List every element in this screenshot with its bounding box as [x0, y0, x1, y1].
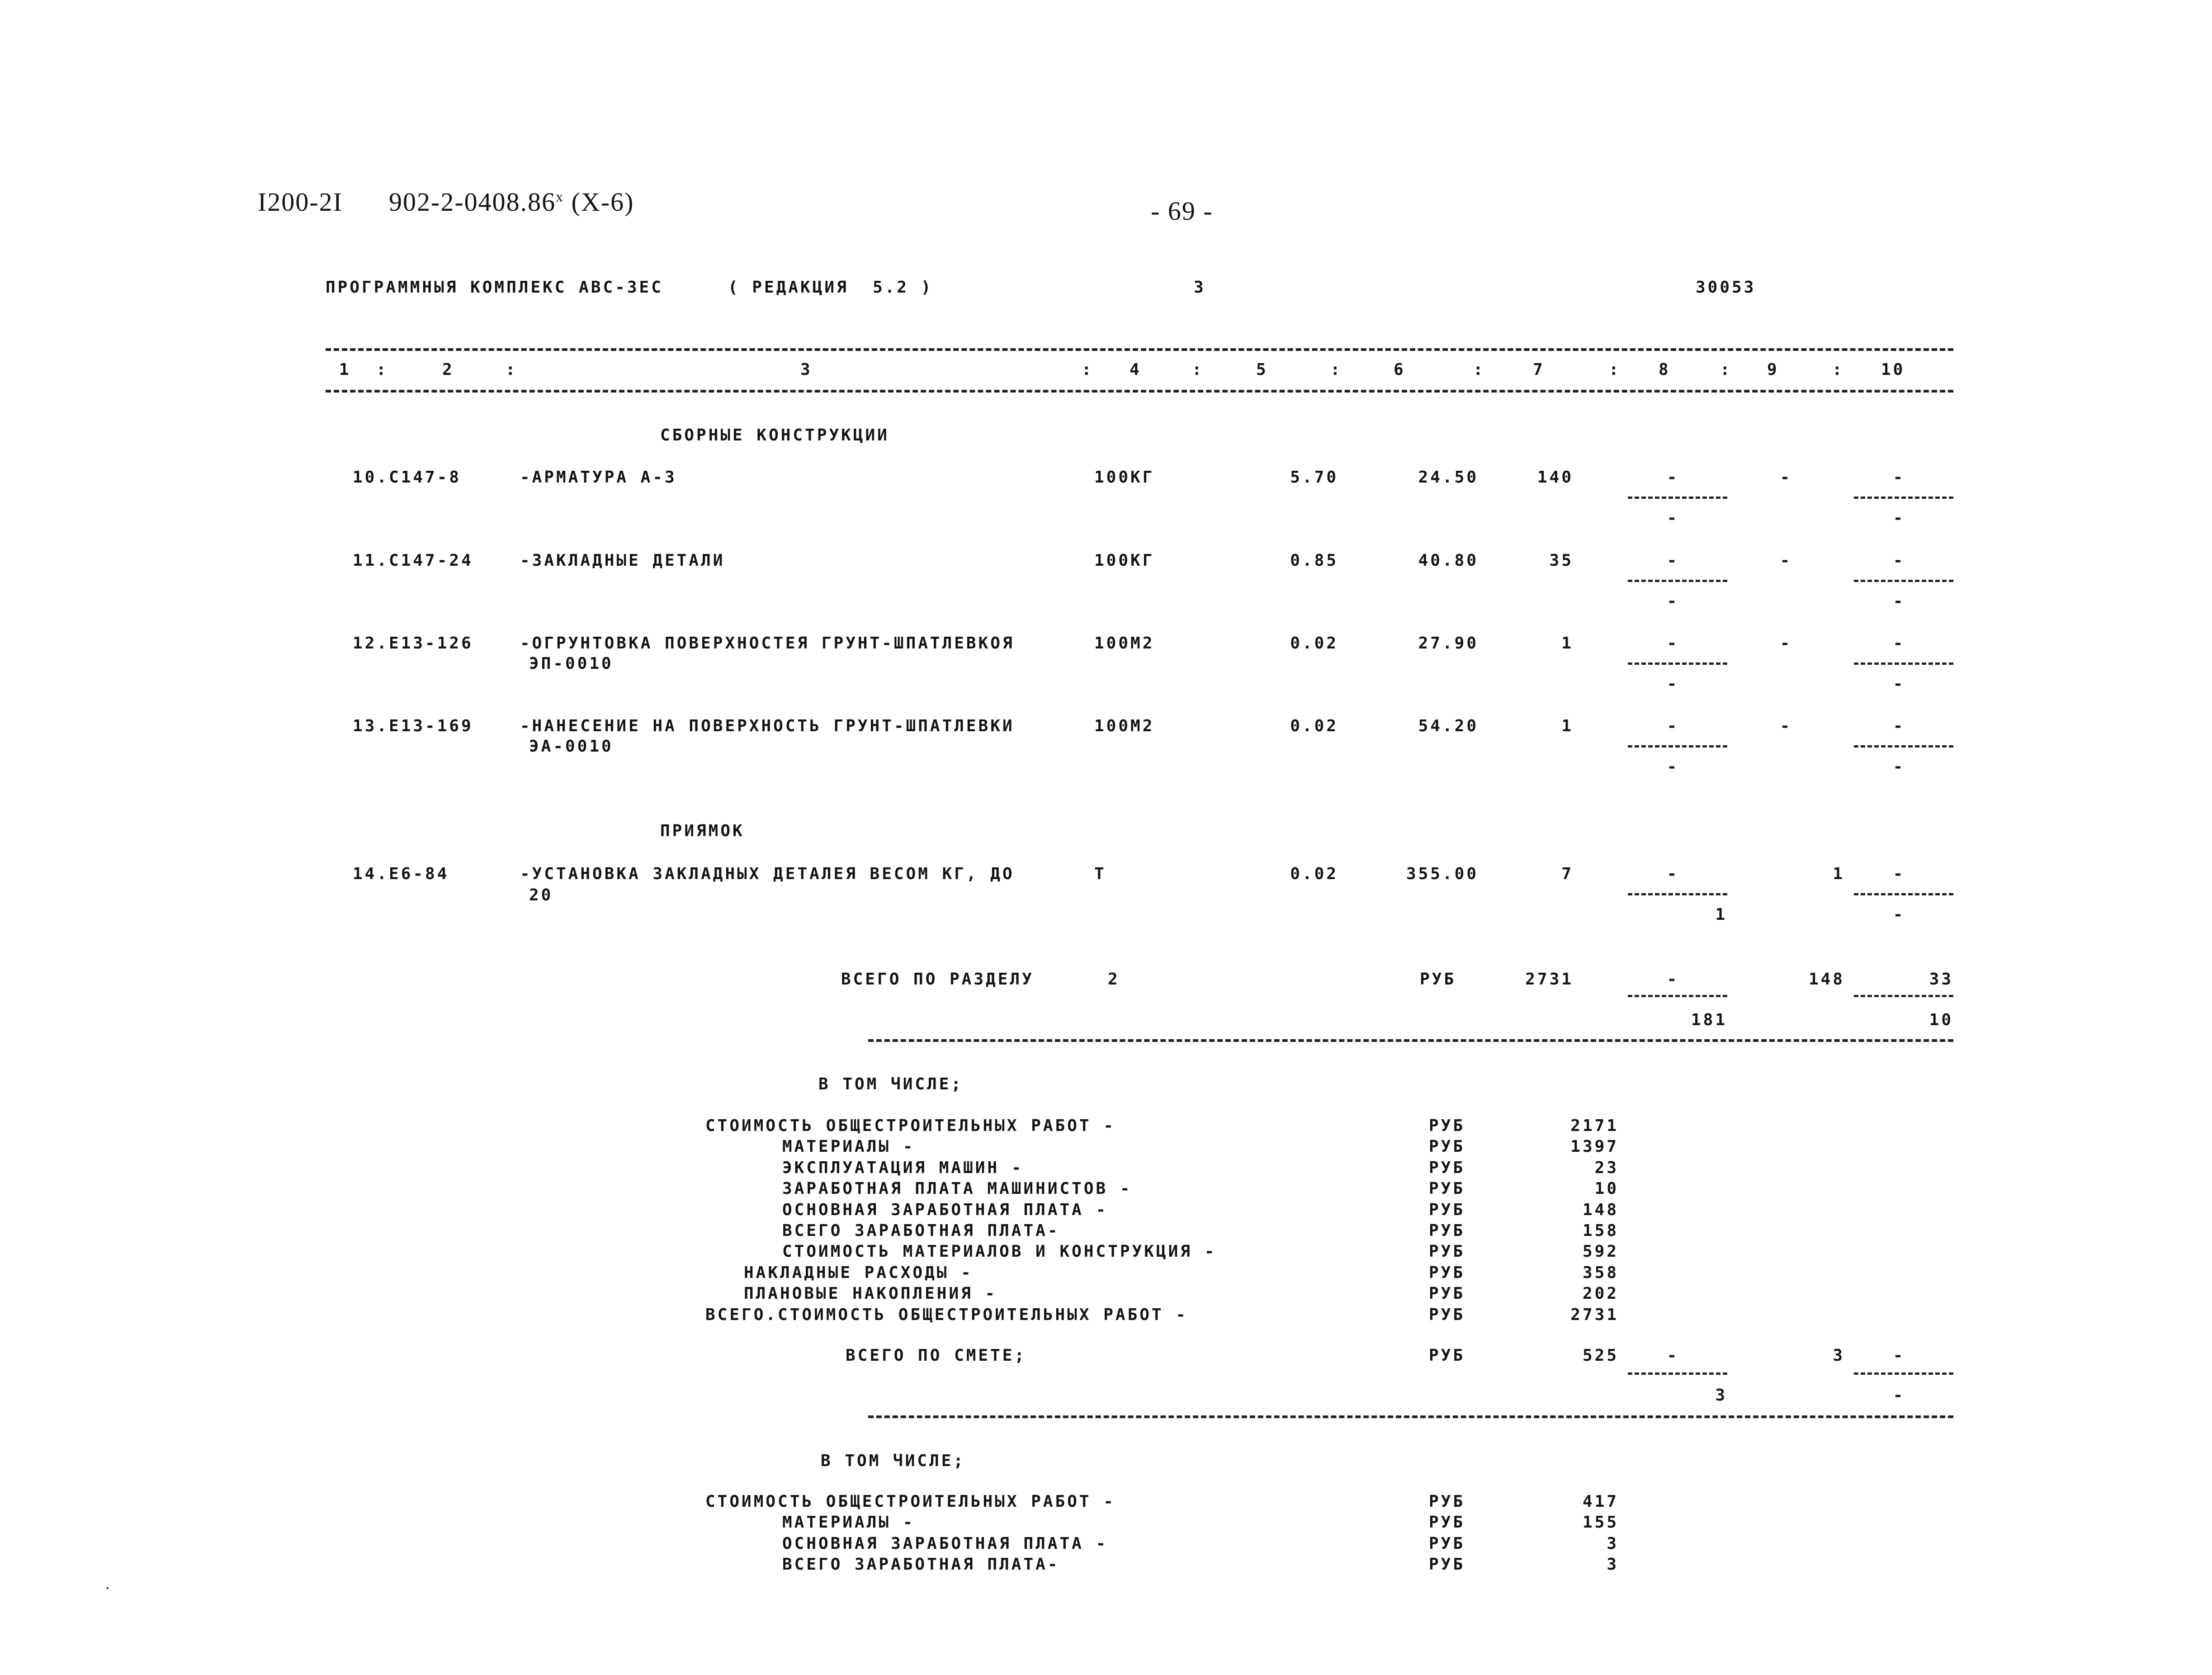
estimate-total-unit: РУБ [1429, 1346, 1465, 1365]
breakdown-label: СТОИМОСТЬ МАТЕРИАЛОВ И КОНСТРУКЦИЯ - [782, 1242, 1217, 1261]
estimate-total-col8-bottom: 3 [1715, 1386, 1727, 1405]
breakdown-label: ЭКСПЛУАТАЦИЯ МАШИН - [782, 1159, 1024, 1177]
col-sep: : [1832, 360, 1844, 379]
row-code: 12.Е13-126 [353, 634, 473, 653]
col8-fraction-rule [1628, 995, 1727, 997]
breakdown-unit: РУБ [1429, 1555, 1465, 1574]
col-head: 9 [1767, 360, 1779, 379]
col-sep: : [1609, 360, 1621, 379]
including-label: В ТОМ ЧИСЛЕ; [821, 1452, 966, 1470]
breakdown-value: 155 [1582, 1513, 1619, 1532]
row-col9: - [1780, 468, 1792, 487]
col-sep: : [1192, 360, 1204, 379]
col-sep: : [1082, 360, 1094, 379]
row-col8-bottom: - [1667, 592, 1679, 610]
estimate-total-col10-bottom: - [1893, 1386, 1905, 1405]
row-col8-top: - [1667, 468, 1679, 487]
col-sep: : [376, 360, 388, 379]
header-top-rule [326, 348, 1953, 351]
project-code-number: 902-2-0408.86 [389, 187, 556, 217]
project-code-mark: x [556, 188, 564, 205]
row-col8-bottom: 1 [1715, 905, 1727, 924]
col-sep: : [1473, 360, 1485, 379]
row-price: 27.90 [1418, 634, 1479, 653]
breakdown-unit: РУБ [1429, 1306, 1465, 1324]
col10-fraction-rule [1854, 893, 1953, 895]
estimate-total-col10-top: - [1893, 1346, 1905, 1365]
breakdown-unit: РУБ [1429, 1117, 1465, 1135]
row-name-cont: 20 [529, 886, 553, 904]
row-code: 14.Е6-84 [353, 865, 449, 883]
program-title: ПРОГРАММНЫЯ КОМПЛЕКС АВС-ЗЕС [326, 278, 663, 297]
row-col10-bottom: - [1893, 757, 1905, 776]
row-unit: 100М2 [1094, 717, 1155, 735]
section-total-col8-bottom: 181 [1691, 1011, 1727, 1029]
breakdown-value: 10 [1594, 1179, 1619, 1198]
row-name: -ОГРУНТОВКА ПОВЕРХНОСТЕЯ ГРУНТ-ШПАТЛЕВКОЯ [520, 634, 1015, 653]
row-total: 1 [1561, 634, 1574, 653]
breakdown-label: НАКЛАДНЫЕ РАСХОДЫ - [744, 1263, 973, 1282]
breakdown-label: ВСЕГО ЗАРАБОТНАЯ ПЛАТА- [782, 1555, 1060, 1574]
breakdown-value: 23 [1594, 1159, 1619, 1177]
breakdown-value: 3 [1607, 1555, 1619, 1574]
section-total-col8-top: - [1667, 970, 1679, 989]
row-col10-bottom: - [1893, 675, 1905, 693]
col-sep: : [1330, 360, 1342, 379]
row-price: 355.00 [1406, 865, 1479, 883]
breakdown-value: 592 [1582, 1242, 1619, 1261]
row-col10-top: - [1893, 551, 1905, 570]
col10-fraction-rule [1854, 1372, 1953, 1375]
row-price: 24.50 [1418, 468, 1479, 487]
breakdown-unit: РУБ [1429, 1179, 1465, 1198]
row-total: 7 [1561, 865, 1574, 883]
row-col9: - [1780, 717, 1792, 735]
col8-fraction-rule [1628, 745, 1727, 748]
row-name: -НАНЕСЕНИЕ НА ПОВЕРХНОСТЬ ГРУНТ-ШПАТЛЕВКИ [520, 717, 1015, 735]
estimate-total-label: ВСЕГО ПО СМЕТЕ; [846, 1346, 1027, 1365]
col8-fraction-rule [1628, 1372, 1727, 1375]
breakdown-label: ВСЕГО.СТОИМОСТЬ ОБЩЕСТРОИТЕЛЬНЫХ РАБОТ - [705, 1306, 1188, 1324]
col10-fraction-rule [1854, 497, 1953, 499]
row-col8-top: - [1667, 865, 1679, 883]
row-col10-bottom: - [1893, 509, 1905, 527]
breakdown-unit: РУБ [1429, 1492, 1465, 1511]
estimate-total-amount: 525 [1582, 1346, 1619, 1365]
section-total-col10-bottom: 10 [1929, 1011, 1953, 1029]
breakdown-label: СТОИМОСТЬ ОБЩЕСТРОИТЕЛЬНЫХ РАБОТ - [705, 1117, 1115, 1135]
breakdown-label: ВСЕГО ЗАРАБОТНАЯ ПЛАТА- [782, 1221, 1060, 1240]
row-total: 1 [1561, 717, 1574, 735]
col-head: 3 [800, 360, 813, 379]
section-title-prefab: СБОРНЫЕ КОНСТРУКЦИИ [660, 426, 889, 445]
row-name-cont: ЭА-0010 [529, 737, 614, 756]
row-unit: Т [1094, 865, 1106, 883]
col-head: 6 [1394, 360, 1406, 379]
col-sep: : [506, 360, 518, 379]
row-unit: 100М2 [1094, 634, 1155, 653]
program-number: 3 [1194, 278, 1206, 297]
col-head: 1 [339, 360, 351, 379]
row-name: -АРМАТУРА А-3 [520, 468, 677, 487]
project-code [389, 189, 634, 215]
breakdown-value: 3 [1607, 1534, 1619, 1553]
row-name-cont: ЭП-0010 [529, 654, 614, 673]
breakdown-unit: РУБ [1429, 1242, 1465, 1261]
row-col10-bottom: - [1893, 592, 1905, 610]
col-head: 7 [1533, 360, 1545, 379]
breakdown-unit: РУБ [1429, 1159, 1465, 1177]
row-col9: 1 [1833, 865, 1845, 883]
row-col8-top: - [1667, 551, 1679, 570]
row-col8-bottom: - [1667, 509, 1679, 527]
page-number: - 69 - [1151, 196, 1213, 226]
row-col10-top: - [1893, 717, 1905, 735]
row-col8-top: - [1667, 717, 1679, 735]
row-col8-bottom: - [1667, 675, 1679, 693]
row-name: -УСТАНОВКА ЗАКЛАДНЫХ ДЕТАЛЕЯ ВЕСОМ КГ, ДО [520, 865, 1015, 883]
section-title-pit: ПРИЯМОК [660, 822, 745, 840]
section-total-unit: РУБ [1420, 970, 1456, 989]
estimate-total-rule [868, 1415, 1953, 1418]
col-sep: : [1720, 360, 1732, 379]
section-total-col9: 148 [1808, 970, 1845, 989]
row-name: -ЗАКЛАДНЫЕ ДЕТАЛИ [520, 551, 725, 570]
col8-fraction-rule [1628, 662, 1727, 665]
row-col10-top: - [1893, 634, 1905, 653]
project-code-suffix: (X-6) [571, 187, 634, 217]
breakdown-label: ОСНОВНАЯ ЗАРАБОТНАЯ ПЛАТА - [782, 1201, 1108, 1219]
breakdown-unit: РУБ [1429, 1137, 1465, 1156]
row-code: 13.Е13-169 [353, 717, 473, 735]
col-head: 10 [1881, 360, 1905, 379]
row-col9: - [1780, 634, 1792, 653]
breakdown-value: 417 [1582, 1492, 1619, 1511]
breakdown-value: 1397 [1570, 1137, 1619, 1156]
row-unit: 100КГ [1094, 551, 1155, 570]
row-qty: 0.02 [1290, 865, 1338, 883]
estimate-total-col9: 3 [1833, 1346, 1845, 1365]
breakdown-unit: РУБ [1429, 1284, 1465, 1303]
breakdown-value: 148 [1582, 1201, 1619, 1219]
row-qty: 0.02 [1290, 717, 1338, 735]
row-col10-top: - [1893, 468, 1905, 487]
breakdown-label: СТОИМОСТЬ ОБЩЕСТРОИТЕЛЬНЫХ РАБОТ - [705, 1492, 1115, 1511]
row-col8-top: - [1667, 634, 1679, 653]
row-qty: 5.70 [1290, 468, 1338, 487]
col-head: 4 [1130, 360, 1142, 379]
col-head: 8 [1659, 360, 1671, 379]
breakdown-unit: РУБ [1429, 1513, 1465, 1532]
program-edition: ( РЕДАКЦИЯ 5.2 ) [728, 278, 933, 297]
breakdown-label: МАТЕРИАЛЫ - [782, 1513, 915, 1532]
col8-fraction-rule [1628, 580, 1727, 582]
breakdown-label: МАТЕРИАЛЫ - [782, 1137, 915, 1156]
section-total-rule [868, 1039, 1953, 1042]
breakdown-label: ПЛАНОВЫЕ НАКОПЛЕНИЯ - [744, 1284, 997, 1303]
breakdown-unit: РУБ [1429, 1534, 1465, 1553]
row-col10-top: - [1893, 865, 1905, 883]
program-code: 30053 [1696, 278, 1756, 297]
breakdown-unit: РУБ [1429, 1221, 1465, 1240]
row-code: 11.С147-24 [353, 551, 473, 570]
breakdown-unit: РУБ [1429, 1263, 1465, 1282]
doc-code: I200-2I [258, 187, 343, 217]
breakdown-value: 202 [1582, 1284, 1619, 1303]
row-total: 35 [1549, 551, 1574, 570]
col-head: 5 [1256, 360, 1268, 379]
breakdown-value: 2731 [1570, 1306, 1619, 1324]
header-bottom-rule [326, 390, 1953, 393]
scan-speck [107, 1587, 109, 1589]
breakdown-value: 158 [1582, 1221, 1619, 1240]
row-qty: 0.02 [1290, 634, 1338, 653]
row-code: 10.С147-8 [353, 468, 462, 487]
col10-fraction-rule [1854, 662, 1953, 665]
breakdown-label: ЗАРАБОТНАЯ ПЛАТА МАШИНИСТОВ - [782, 1179, 1132, 1198]
section-total-col10-top: 33 [1929, 970, 1953, 989]
row-col8-bottom: - [1667, 757, 1679, 776]
estimate-total-col8-top: - [1667, 1346, 1679, 1365]
row-col9: - [1780, 551, 1792, 570]
col8-fraction-rule [1628, 497, 1727, 499]
breakdown-value: 358 [1582, 1263, 1619, 1282]
row-unit: 100КГ [1094, 468, 1155, 487]
col8-fraction-rule [1628, 893, 1727, 895]
breakdown-unit: РУБ [1429, 1201, 1465, 1219]
row-col10-bottom: - [1893, 905, 1905, 924]
row-price: 40.80 [1418, 551, 1479, 570]
row-total: 140 [1537, 468, 1574, 487]
breakdown-label: ОСНОВНАЯ ЗАРАБОТНАЯ ПЛАТА - [782, 1534, 1108, 1553]
including-label: В ТОМ ЧИСЛЕ; [818, 1075, 964, 1093]
section-total-num: 2 [1108, 970, 1120, 989]
col-head: 2 [442, 360, 454, 379]
breakdown-value: 2171 [1570, 1117, 1619, 1135]
row-price: 54.20 [1418, 717, 1479, 735]
col10-fraction-rule [1854, 580, 1953, 582]
section-total-amount: 2731 [1525, 970, 1574, 989]
section-total-label: ВСЕГО ПО РАЗДЕЛУ [841, 970, 1034, 989]
col10-fraction-rule [1854, 995, 1953, 997]
row-qty: 0.85 [1290, 551, 1338, 570]
col10-fraction-rule [1854, 745, 1953, 748]
